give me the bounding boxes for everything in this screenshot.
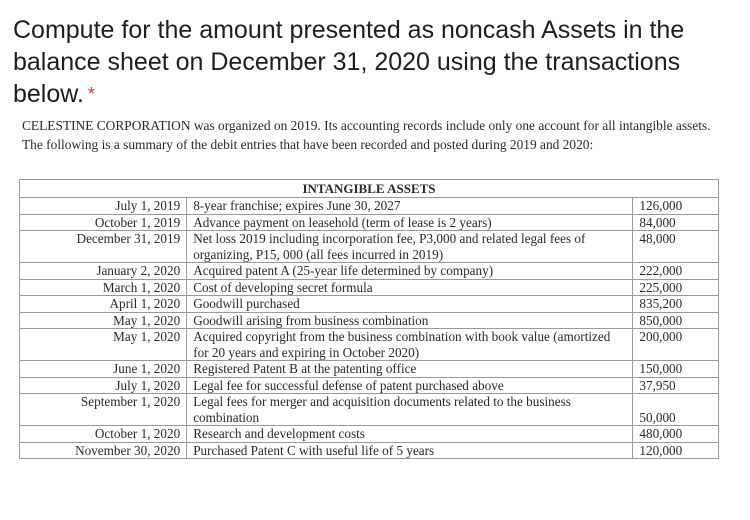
row-amount: 222,000 — [633, 263, 719, 280]
row-description: 8-year franchise; expires June 30, 2027 — [187, 198, 633, 215]
row-amount: 835,200 — [633, 296, 719, 313]
row-amount: 126,000 — [633, 198, 719, 215]
row-date: December 31, 2019 — [20, 231, 187, 263]
row-amount: 50,000 — [633, 394, 719, 426]
row-date: October 1, 2019 — [20, 214, 187, 231]
row-date: November 30, 2020 — [20, 442, 187, 459]
row-amount: 37,950 — [633, 377, 719, 394]
row-description: Acquired copyright from the business combination with book value (amortized for 20 years and expiring in October 2020) — [187, 329, 633, 361]
row-amount: 120,000 — [633, 442, 719, 459]
table-header-row — [20, 180, 719, 198]
row-description: Net loss 2019 including incorporation fee, P3,000 and related legal fees of organizing, P15, 000 (all fees incurred in 2019) — [187, 231, 633, 263]
table-row — [20, 296, 719, 313]
table-row — [20, 231, 719, 263]
row-date: June 1, 2020 — [20, 361, 187, 378]
table-row — [20, 394, 719, 426]
table-row — [20, 279, 719, 296]
row-description: Acquired patent A (25-year life determined by company) — [187, 263, 633, 280]
table-row — [20, 361, 719, 378]
row-date: April 1, 2020 — [20, 296, 187, 313]
row-amount: 150,000 — [633, 361, 719, 378]
row-date: March 1, 2020 — [20, 279, 187, 296]
question-text: Compute for the amount presented as noncash Assets in the balance sheet on December 31, 2020 using the transactions below. — [13, 16, 685, 108]
row-date: January 2, 2020 — [20, 263, 187, 280]
table-row — [20, 329, 719, 361]
row-amount: 225,000 — [633, 279, 719, 296]
row-date: May 1, 2020 — [20, 329, 187, 361]
table-row — [20, 198, 719, 215]
row-description: Purchased Patent C with useful life of 5 years — [187, 442, 633, 459]
row-date: July 1, 2020 — [20, 377, 187, 394]
row-description: Registered Patent B at the patenting office — [187, 361, 633, 378]
row-description: Goodwill arising from business combination — [187, 312, 633, 329]
table-row — [20, 263, 719, 280]
row-amount: 48,000 — [633, 231, 719, 263]
row-description: Legal fees for merger and acquisition documents related to the business combination — [187, 394, 633, 426]
table-row — [20, 442, 719, 459]
row-amount: 480,000 — [633, 426, 719, 443]
row-amount: 84,000 — [633, 214, 719, 231]
table-row — [20, 426, 719, 443]
row-description: Cost of developing secret formula — [187, 279, 633, 296]
row-amount: 850,000 — [633, 312, 719, 329]
row-description: Goodwill purchased — [187, 296, 633, 313]
row-description: Research and development costs — [187, 426, 633, 443]
table-row — [20, 312, 719, 329]
row-amount: 200,000 — [633, 329, 719, 361]
required-marker: * — [87, 84, 95, 104]
intangible-assets-table — [19, 179, 719, 459]
table-row — [20, 214, 719, 231]
table-title: INTANGIBLE ASSETS — [20, 180, 719, 198]
problem-intro: CELESTINE CORPORATION was organized on 2019. Its accounting records include only one account for all intangible assets. The following is a summary of the debit entries that have been recorded and posted during 2019 and 2020: — [22, 118, 711, 152]
row-description: Legal fee for successful defense of patent purchased above — [187, 377, 633, 394]
table-row — [20, 377, 719, 394]
row-date: July 1, 2019 — [20, 198, 187, 215]
row-date: September 1, 2020 — [20, 394, 187, 426]
row-description: Advance payment on leasehold (term of lease is 2 years) — [187, 214, 633, 231]
row-date: October 1, 2020 — [20, 426, 187, 443]
question-prompt — [13, 14, 743, 110]
row-date: May 1, 2020 — [20, 312, 187, 329]
